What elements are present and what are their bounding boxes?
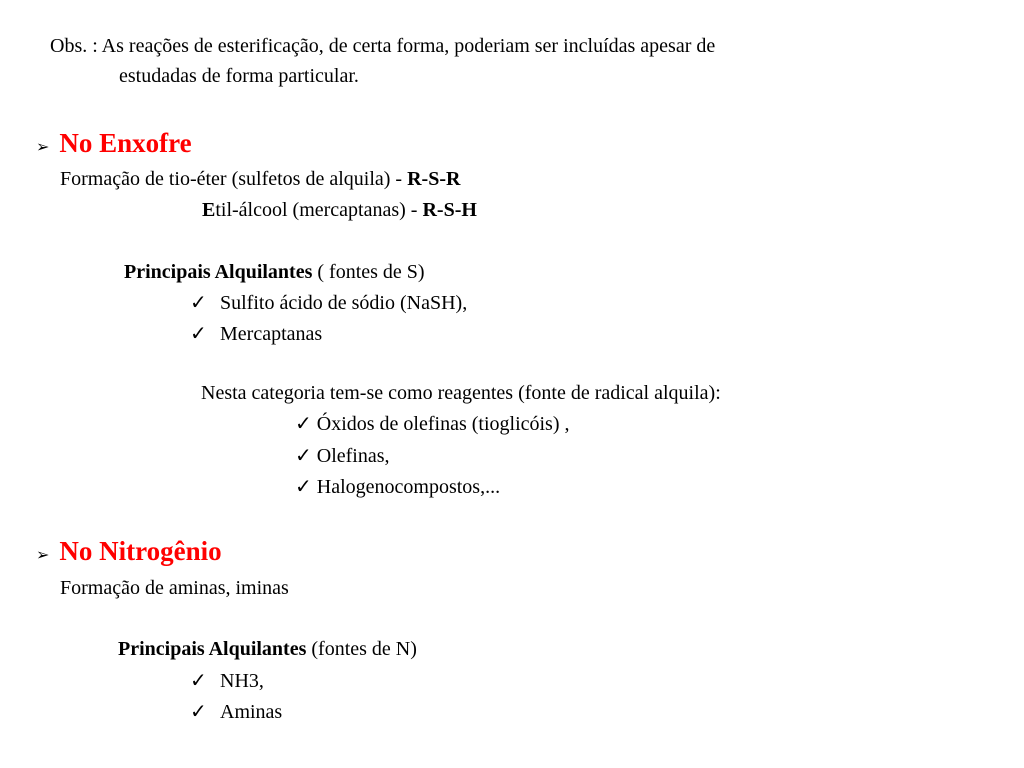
list-item	[190, 669, 264, 693]
enxofre-category-text: Nesta categoria tem-se como reagentes (fonte de radical alquila):	[201, 382, 721, 404]
enxofre-alquilantes	[124, 260, 425, 284]
list-item	[295, 475, 500, 499]
enxofre-alquilantes-note: ( fontes de S)	[312, 261, 425, 283]
enxofre-heading: No Enxofre	[59, 128, 192, 158]
enxofre-line-1-text: Formação de tio-éter (sulfetos de alquila) -	[60, 168, 408, 190]
checkmark-icon: ✓	[295, 413, 312, 435]
list-item	[295, 412, 570, 436]
enxofre-alquilantes-label: Principais Alquilantes	[124, 261, 313, 283]
nitrogenio-alquilantes-note: (fontes de N)	[306, 638, 417, 660]
arrow-bullet-icon: ➢	[36, 547, 50, 564]
nitrogenio-heading-row	[36, 535, 222, 567]
list-item-text: Aminas	[220, 701, 283, 723]
list-item-text: Óxidos de olefinas (tioglicóis) ,	[316, 413, 570, 435]
nitrogenio-alquilantes-label: Principais Alquilantes	[118, 638, 307, 660]
nitrogenio-alquilantes	[118, 637, 417, 661]
list-item	[190, 322, 322, 346]
checkmark-icon: ✓	[190, 323, 207, 345]
list-item-text: Olefinas,	[316, 445, 390, 467]
checkmark-icon: ✓	[295, 476, 312, 498]
nitrogenio-line-1: Formação de aminas, iminas	[60, 577, 289, 599]
enxofre-line-2	[202, 198, 477, 222]
list-item-text: Halogenocompostos,...	[316, 476, 501, 498]
enxofre-heading-row	[36, 127, 192, 159]
obs-line-1: Obs. : As reações de esterificação, de certa forma, poderiam ser incluídas apesar de	[50, 35, 716, 57]
nitrogenio-heading: No Nitrogênio	[59, 536, 222, 566]
obs-line-2: estudadas de forma particular.	[119, 65, 359, 87]
checkmark-icon: ✓	[190, 292, 207, 314]
enxofre-line-1	[60, 167, 460, 191]
enxofre-line-2-formula: R-S-H	[422, 199, 477, 221]
checkmark-icon: ✓	[190, 701, 207, 723]
arrow-bullet-icon: ➢	[36, 139, 50, 156]
checkmark-icon: ✓	[295, 445, 312, 467]
list-item	[190, 700, 282, 724]
enxofre-line-2-text: til-álcool (mercaptanas) -	[215, 199, 423, 221]
list-item	[190, 291, 467, 315]
enxofre-line-2-initial: E	[202, 199, 216, 221]
list-item	[295, 444, 390, 468]
enxofre-line-1-formula: R-S-R	[407, 168, 461, 190]
checkmark-icon: ✓	[190, 670, 207, 692]
list-item-text: Mercaptanas	[220, 323, 323, 345]
list-item-text: Sulfito ácido de sódio (NaSH),	[220, 292, 468, 314]
list-item-text: NH3,	[220, 670, 264, 692]
